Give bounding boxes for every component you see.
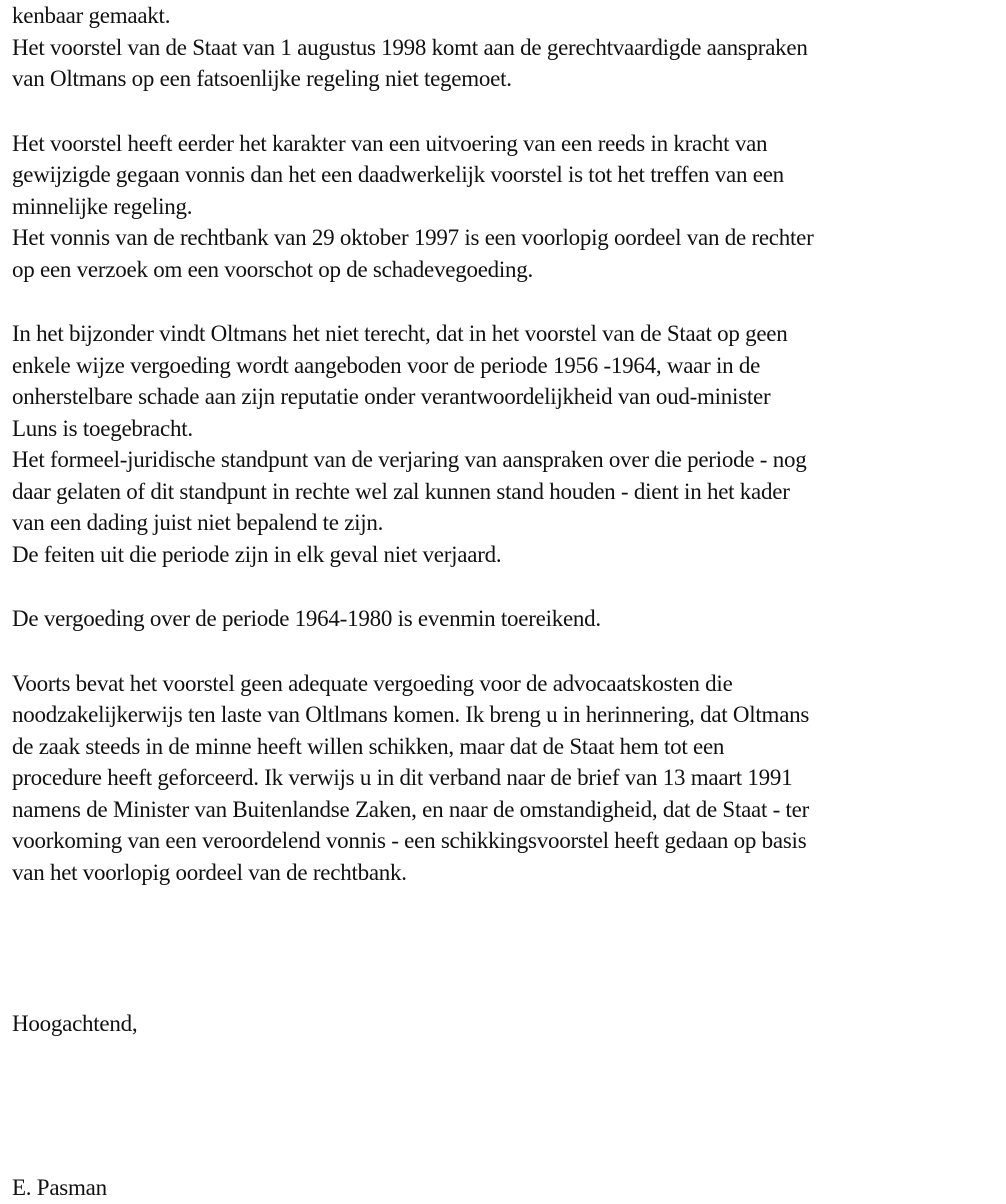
text-line: onherstelbare schade aan zijn reputatie onder verantwoordelijkheid van oud-minister — [12, 384, 771, 409]
text-line: In het bijzonder vindt Oltmans het niet terecht, dat in het voorstel van de Staat op geen — [12, 321, 788, 346]
paragraph-compensation-period — [12, 318, 1002, 570]
text-line: Voorts bevat het voorstel geen adequate vergoeding voor de advocaatskosten die — [12, 670, 733, 696]
paragraph-character-proposal — [12, 128, 1002, 286]
text-line: enkele wijze vergoeding wordt aangeboden voor de periode 1956 -1964, waar in de — [12, 352, 761, 378]
text-line: Luns is toegebracht. — [12, 415, 193, 441]
text-line: De vergoeding over de periode 1964-1980 is evenmin toereikend. — [12, 606, 601, 631]
signature-name: E. Pasman — [12, 1175, 107, 1200]
text-line: de zaak steeds in de minne heeft willen schikken, maar dat de Staat hem tot een — [12, 733, 725, 759]
paragraph-response-proposal — [12, 0, 1002, 95]
closing — [12, 1008, 137, 1040]
text-line: van een dading juist niet bepalend te zijn. — [12, 510, 384, 535]
text-line: namens de Minister van Buitenlandse Zaken, en naar de omstandigheid, dat de Staat - ter — [12, 796, 810, 822]
text-line: noodzakelijkerwijs ten laste van Oltlmans komen. Ik breng u in herinnering, dat Oltmans — [12, 702, 810, 727]
text-line: daar gelaten of dit standpunt in rechte wel zal kunnen stand houden - dient in het kader — [12, 478, 790, 504]
text-line: minnelijke regeling. — [12, 193, 193, 219]
text-line: op een verzoek om een voorschot op de schadevegoeding. — [12, 256, 534, 282]
text-line: van het voorlopig oordeel van de rechtbank. — [12, 859, 407, 885]
text-line: Het vonnis van de rechtbank van 29 oktober 1997 is een voorlopig oordeel van de rechter — [12, 225, 814, 250]
text-line: Het voorstel heeft eerder het karakter van een uitvoering van een reeds in kracht van — [12, 130, 768, 156]
paragraph-legal-costs — [12, 668, 1002, 889]
text-line: kenbaar gemaakt. — [12, 3, 171, 28]
text-line: gewijzigde gegaan vonnis dan het een daadwerkelijk voorstel is tot het treffen van een — [12, 162, 784, 187]
paragraph-later-period — [12, 603, 1002, 635]
text-line: Het voorstel van de Staat van 1 augustus 1998 komt aan de gerechtvaardigde aanspraken — [12, 34, 808, 60]
text-line: Het formeel-juridische standpunt van de verjaring van aanspraken over die periode - nog — [12, 447, 807, 472]
signature — [12, 1172, 107, 1204]
text-line: voorkoming van een veroordelend vonnis - een schikkingsvoorstel heeft gedaan op basis — [12, 828, 807, 853]
closing-text: Hoogachtend, — [12, 1011, 138, 1036]
text-line: De feiten uit die periode zijn in elk geval niet verjaard. — [12, 541, 502, 567]
text-line: procedure heeft geforceerd. Ik verwijs u in dit verband naar de brief van 13 maart 1991 — [12, 765, 793, 790]
letter-page — [12, 0, 1002, 1200]
text-line: van Oltmans op een fatsoenlijke regeling niet tegemoet. — [12, 66, 512, 91]
